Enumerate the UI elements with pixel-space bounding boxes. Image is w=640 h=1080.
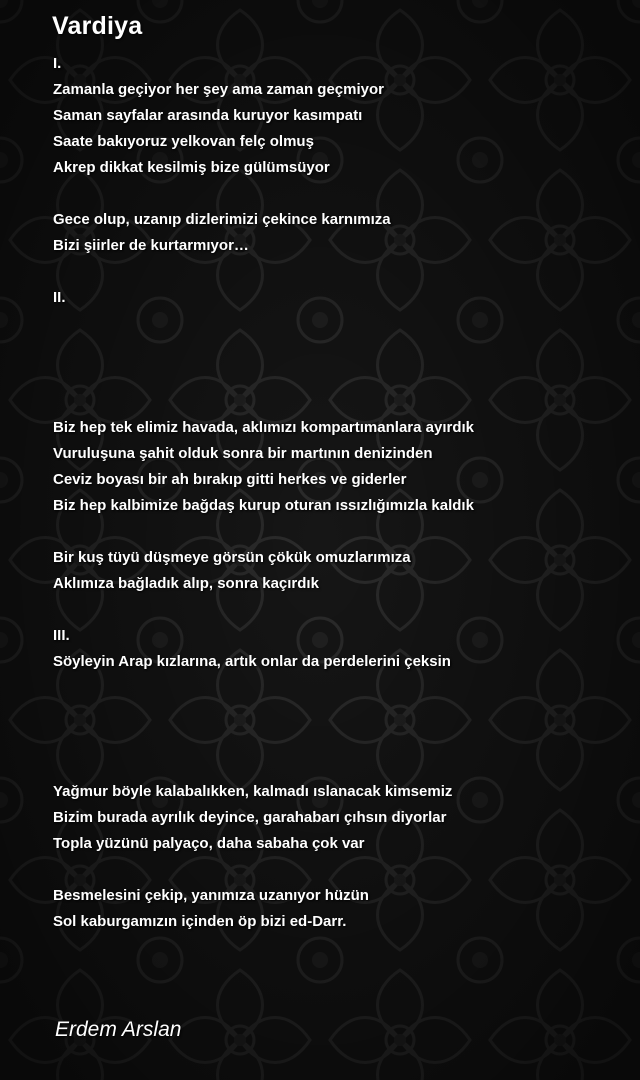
poem-line: Sol kaburgamızın içinden öp bizi ed-Darr. <box>53 913 347 930</box>
poem-line <box>53 311 633 337</box>
poem-line: Saman sayfalar arasında kuruyor kasımpatı <box>53 107 363 124</box>
poem-line <box>53 597 633 623</box>
poem-line: Bir kuş tüyü düşmeye görsün çökük omuzlarımıza <box>53 549 411 566</box>
poem-line: Bizi şiirler de kurtarmıyor… <box>53 237 249 254</box>
poem-line <box>53 727 633 753</box>
poem-line: III. <box>53 627 70 644</box>
poem-line <box>53 337 633 363</box>
poem-line: Aklımıza bağladık alıp, sonra kaçırdık <box>53 575 319 592</box>
poem-author: Erdem Arslan <box>55 1018 182 1041</box>
poem-line: Saate bakıyoruz yelkovan felç olmuş <box>53 133 314 150</box>
poem-line: Yağmur böyle kalabalıkken, kalmadı ıslanacak kimsemiz <box>53 783 453 800</box>
poem-line: Besmelesini çekip, yanımıza uzanıyor hüzün <box>53 887 369 904</box>
poem-line: II. <box>53 289 66 306</box>
poem-line: Vuruluşuna şahit olduk sonra bir martının denizinden <box>53 445 433 462</box>
poem-line <box>53 753 633 779</box>
poem-title: Vardiya <box>52 12 143 40</box>
poem-line: Topla yüzünü palyaço, daha sabaha çok var <box>53 835 365 852</box>
poem-line: Gece olup, uzanıp dizlerimizi çekince karnımıza <box>53 211 391 228</box>
poem-line: Ceviz boyası bir ah bırakıp gitti herkes ve giderler <box>53 471 407 488</box>
poem-line: I. <box>53 55 62 72</box>
poem-line: Söyleyin Arap kızlarına, artık onlar da perdelerini çeksin <box>53 653 451 670</box>
poem-line: Biz hep tek elimiz havada, aklımızı kompartımanlara ayırdık <box>53 419 474 436</box>
poem-line <box>53 857 633 883</box>
poem-line <box>53 675 633 701</box>
poem-line: Zamanla geçiyor her şey ama zaman geçmiyor <box>53 81 384 98</box>
poem-body <box>53 51 633 935</box>
poem-line <box>53 181 633 207</box>
poem-line <box>53 389 633 415</box>
poem-line: Akrep dikkat kesilmiş bize gülümsüyor <box>53 159 330 176</box>
poem-line <box>53 259 633 285</box>
poem-line <box>53 363 633 389</box>
poem-line <box>53 701 633 727</box>
poem-line: Bizim burada ayrılık deyince, garahabarı çıhsın diyorlar <box>53 809 447 826</box>
poem-line: Biz hep kalbimize bağdaş kurup oturan ıssızlığımızla kaldık <box>53 497 474 514</box>
poem-line <box>53 519 633 545</box>
